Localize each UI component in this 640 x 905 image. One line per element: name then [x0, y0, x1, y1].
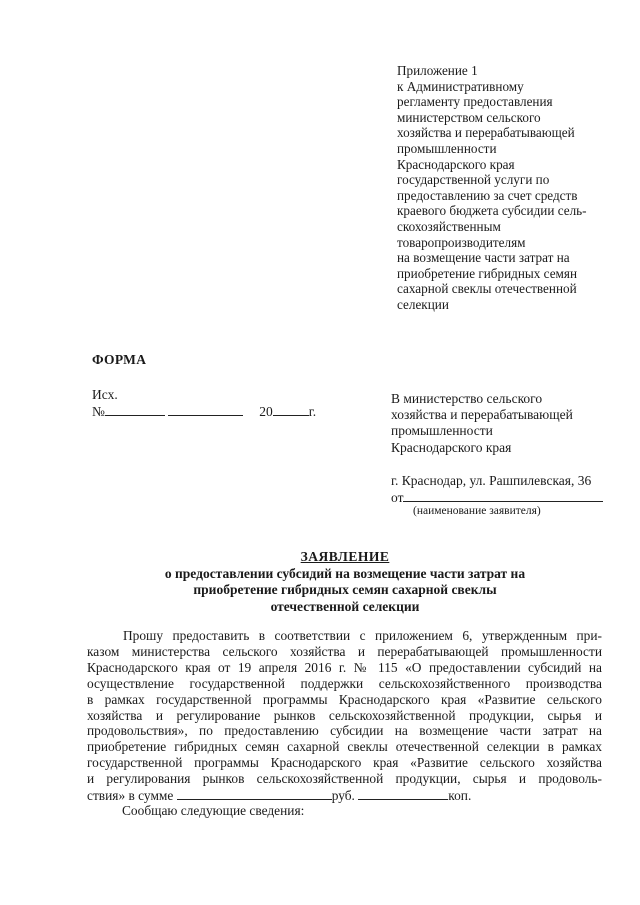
- appendix-line: промышленности: [397, 140, 497, 156]
- applicant-caption: (наименование заявителя): [413, 505, 541, 517]
- application-title: [90, 549, 600, 615]
- appendix-line: регламенту предоставления: [397, 94, 553, 110]
- sum-row: [87, 787, 602, 804]
- title-line: приобретение гибридных семян сахарной свеклы: [193, 582, 497, 597]
- application-body: [87, 628, 602, 804]
- number-field[interactable]: [105, 403, 165, 416]
- body-line: Краснодарского края от 19 апреля 2016 г. № 115 «О предоставлении субсидий на: [87, 659, 602, 675]
- form-label: ФОРМА: [92, 352, 147, 367]
- body-line: казом министерства сельского хозяйства и перерабатывающей промышленности: [87, 643, 602, 659]
- addressee-line: Краснодарского края: [391, 439, 512, 455]
- outgoing-number-block: [92, 386, 316, 420]
- appendix-line: государственной услуги по: [397, 172, 550, 188]
- appendix-line: сахарной свеклы отечественной: [397, 281, 577, 297]
- report-line: Сообщаю следующие сведения:: [122, 803, 305, 818]
- appendix-block: [397, 63, 629, 313]
- outgoing-label: Исх.: [92, 387, 118, 402]
- appendix-line: к Административному: [397, 78, 524, 94]
- appendix-line: краевого бюджета субсидии сель-: [397, 203, 587, 219]
- rub-label: руб.: [331, 788, 355, 804]
- from-prefix: от: [391, 490, 404, 505]
- body-line: и регулирования рынков сельскохозяйственной продукции, сырья и продоволь-: [87, 771, 602, 787]
- addressee-line: В министерство сельского: [391, 391, 543, 406]
- appendix-line: скохозяйственным: [397, 218, 501, 234]
- rubles-field[interactable]: [177, 787, 332, 800]
- appendix-line: приобретение гибридных семян: [397, 265, 578, 281]
- year-suffix: г.: [308, 404, 317, 419]
- appendix-line: на возмещение части затрат на: [397, 250, 570, 266]
- appendix-line: Приложение 1: [397, 63, 478, 78]
- addressee-block: [391, 391, 631, 456]
- body-line: приобретение гибридных семян сахарной свеклы отечественной селекции в рамках: [87, 739, 602, 755]
- year-prefix: 20: [259, 404, 273, 419]
- appendix-line: министерством сельского: [397, 109, 541, 125]
- appendix-line: селекции: [397, 296, 449, 312]
- applicant-name-field[interactable]: [403, 489, 603, 502]
- sum-prefix: ствия» в сумме: [87, 788, 174, 804]
- date-field[interactable]: [168, 403, 243, 416]
- appendix-line: Краснодарского края: [397, 156, 515, 172]
- body-line: государственной программы Краснодарского края «Развитие сельского хозяйства: [87, 755, 602, 771]
- body-line: продовольствия», по предоставлению субсидии на возмещение части затрат на: [87, 723, 602, 739]
- body-line: осуществление государственной поддержки сельскохозяйственного производства: [87, 675, 602, 691]
- addressee-line: хозяйства и перерабатывающей: [391, 407, 573, 423]
- addressee-address: г. Краснодар, ул. Рашпилевская, 36: [391, 473, 592, 488]
- appendix-line: предоставлению за счет средств: [397, 187, 578, 203]
- appendix-line: товаропроизводителям: [397, 234, 526, 250]
- outgoing-number-row: [92, 403, 316, 420]
- body-line: Прошу предоставить в соответствии с приложением 6, утвержденным при-: [123, 628, 602, 643]
- title-line: о предоставлении субсидий на возмещение части затрат на: [164, 565, 526, 581]
- body-line: в рамках государственной программы Краснодарского края «Развитие сельского: [87, 691, 602, 707]
- title-line: отечественной селекции: [270, 598, 420, 614]
- addressee-line: промышленности: [391, 423, 493, 439]
- appendix-line: хозяйства и перерабатывающей: [397, 125, 575, 141]
- year-field[interactable]: [273, 403, 309, 416]
- from-row: [391, 489, 603, 506]
- kopecks-field[interactable]: [358, 787, 448, 800]
- kop-label: коп.: [448, 788, 472, 804]
- title-main: ЗАЯВЛЕНИЕ: [300, 549, 390, 564]
- number-sign: №: [92, 404, 105, 419]
- body-line: хозяйства и регулирование рынков сельскохозяйственной продукции, сырья и: [87, 707, 602, 723]
